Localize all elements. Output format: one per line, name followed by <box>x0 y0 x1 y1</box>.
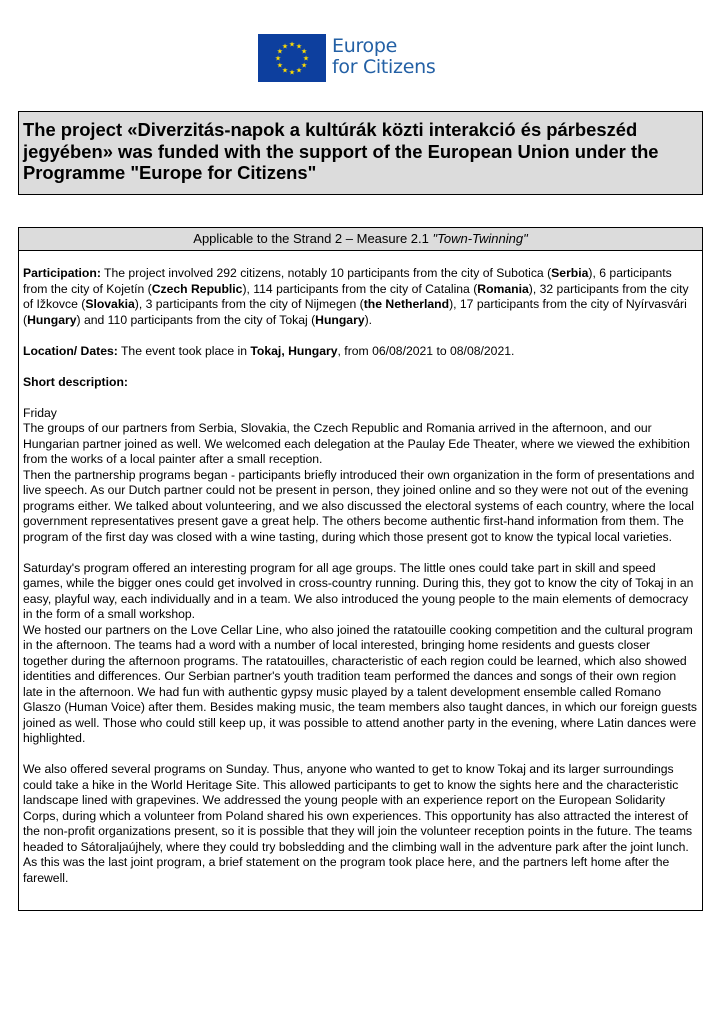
sunday-paragraph: We also offered several programs on Sunday. Thus, anyone who wanted to get to know Tokaj and its larger surroundings could take a hike in the World Heritage Site. This allowed participants to get to know the sights here and the characteristic landscape lined with grapevines. We addressed the young people with an experience report on the European Solidarity Corps, during which a volunteer from Poland shared his own experiences. This opportunity has also attracted the interest of the non-profit organizations present, so it is possible that they will join the volunteer reception points in the future. The teams headed to Sátoraljaújhely, where they could try bobsledding and the climbing wall in the adventure park after the joint lunch. As this was the last joint program, a brief statement on the program took place here, and the partners left home after the farewell. <box>23 762 693 885</box>
svg-text:★: ★ <box>274 54 282 63</box>
location-paragraph <box>23 344 698 360</box>
logo-line-1: Europe <box>332 35 398 57</box>
participation-text: ), 32 participants from the city of Ižkovce ( <box>23 281 689 311</box>
strand-measure: "Town-Twinning" <box>432 231 528 246</box>
short-description-heading: Short description: <box>23 374 128 389</box>
logo-text <box>332 36 435 78</box>
svg-text:★: ★ <box>300 47 308 56</box>
country-romania: Romania <box>477 281 529 296</box>
europe-for-citizens-logo <box>258 34 448 84</box>
friday-paragraph-1: The groups of our partners from Serbia, Slovakia, the Czech Republic and Romania arrived in the afternoon, and our Hungarian partner joined as well. We welcomed each delegation at the Paulay Ede Theater, where we viewed the exhibition from the works of a local painter after a small reception. <box>23 421 690 466</box>
saturday-paragraph-2: We hosted our partners on the Love Cellar Line, who also joined the ratatouille cooking competition and the cultural program in the afternoon. The teams had a word with a number of local interested, bringing home residents and guests closer together during the afternoon programs. The ratatouilles, characteristic of each region could be learned, which also showed identities and differences. Our Serbian partner's youth tradition team performed the dances and songs of their own region late in the afternoon. We had fun with authentic gypsy music played by a talent development ensemble called Romano Glaszo (Human Voice) after them. Besides making music, the team members also taught dances, in which our foreign guests joined as well. Those who could still keep up, it was possible to attend another party in the evening, where Latin dances were highlighted. <box>23 622 698 745</box>
participation-text: ) and 110 participants from the city of Tokaj ( <box>76 312 316 327</box>
spacer <box>23 328 698 344</box>
participation-text: ), 3 participants from the city of Nijmegen ( <box>134 297 364 311</box>
spacer <box>23 747 698 763</box>
short-description-label <box>23 375 698 391</box>
svg-text:★: ★ <box>300 61 308 70</box>
location-label: Location/ Dates: <box>23 343 118 358</box>
friday-paragraph-2: Then the partnership programs began - participants briefly introduced their own organization in the form of presentations and live speech. As our Dutch partner could not be present in person, they joined online and so they were not out of the evening programs either. We talked about volunteering, and we also discussed the electoral systems of each country, where the local government representatives present gave a great help. The others become authentic first-hand information from them. The program of the first day was closed with a wine tasting, during which those present got to know the typical local varieties. <box>23 467 695 544</box>
location-place: Tokaj, Hungary <box>250 343 338 358</box>
funding-title: The project «Diverzitás-napok a kultúrák közti interakció és párbeszéd jegyében» was funded with the support of the European Union under the Programme "Europe for Citizens" <box>23 119 659 184</box>
spacer <box>23 390 698 406</box>
logo-line-2: for Citizens <box>332 56 436 78</box>
svg-text:★: ★ <box>295 42 303 51</box>
country-czech-republic: Czech Republic <box>151 281 243 296</box>
country-netherland: the Netherland <box>363 297 450 311</box>
svg-text:★: ★ <box>276 47 284 56</box>
svg-text:★: ★ <box>295 66 303 75</box>
day-friday: Friday <box>23 405 57 420</box>
country-slovakia: Slovakia <box>85 297 135 311</box>
funding-title-box <box>18 111 703 195</box>
report-content <box>19 251 702 886</box>
country-hungary: Hungary <box>27 312 77 327</box>
country-serbia: Serbia <box>551 266 589 280</box>
eu-stars-icon <box>258 34 326 82</box>
saturday-paragraph-1: Saturday's program offered an interesting program for all age groups. The little ones could take part in skill and speed games, while the bigger ones could get involved in cross-country running. During this, they got to know the city of Tokaj in an easy, playful way, each individually and in a team. We also introduced the young people to the main elements of democracy in the form of a small workshop. <box>23 560 694 621</box>
country-hungary: Hungary <box>315 312 365 327</box>
strand-text: Applicable to the Strand 2 – Measure 2.1 <box>193 231 433 246</box>
strand-header <box>19 228 702 251</box>
participation-text: ), 6 participants from the city of Kojetín ( <box>23 266 672 296</box>
project-report-box <box>18 227 703 911</box>
spacer <box>23 545 698 561</box>
eu-flag-icon <box>258 34 326 82</box>
svg-text:★: ★ <box>288 40 296 49</box>
location-text: The event took place in <box>117 343 251 358</box>
participation-text: ), 17 participants from the city of Nyírvasvári ( <box>23 297 687 327</box>
svg-text:★: ★ <box>288 68 296 77</box>
participation-paragraph <box>23 266 698 328</box>
participation-text: The project involved 292 citizens, notably 10 participants from the city of Subotica ( <box>100 266 552 280</box>
participation-label: Participation: <box>23 266 101 280</box>
svg-text:★: ★ <box>276 61 284 70</box>
spacer <box>23 359 698 375</box>
svg-text:★: ★ <box>281 42 289 51</box>
location-dates: , from 06/08/2021 to 08/08/2021. <box>337 343 515 358</box>
svg-text:★: ★ <box>281 66 289 75</box>
participation-text: ), 114 participants from the city of Catalina ( <box>242 281 478 296</box>
svg-text:★: ★ <box>302 54 310 63</box>
participation-text: ). <box>364 312 373 327</box>
